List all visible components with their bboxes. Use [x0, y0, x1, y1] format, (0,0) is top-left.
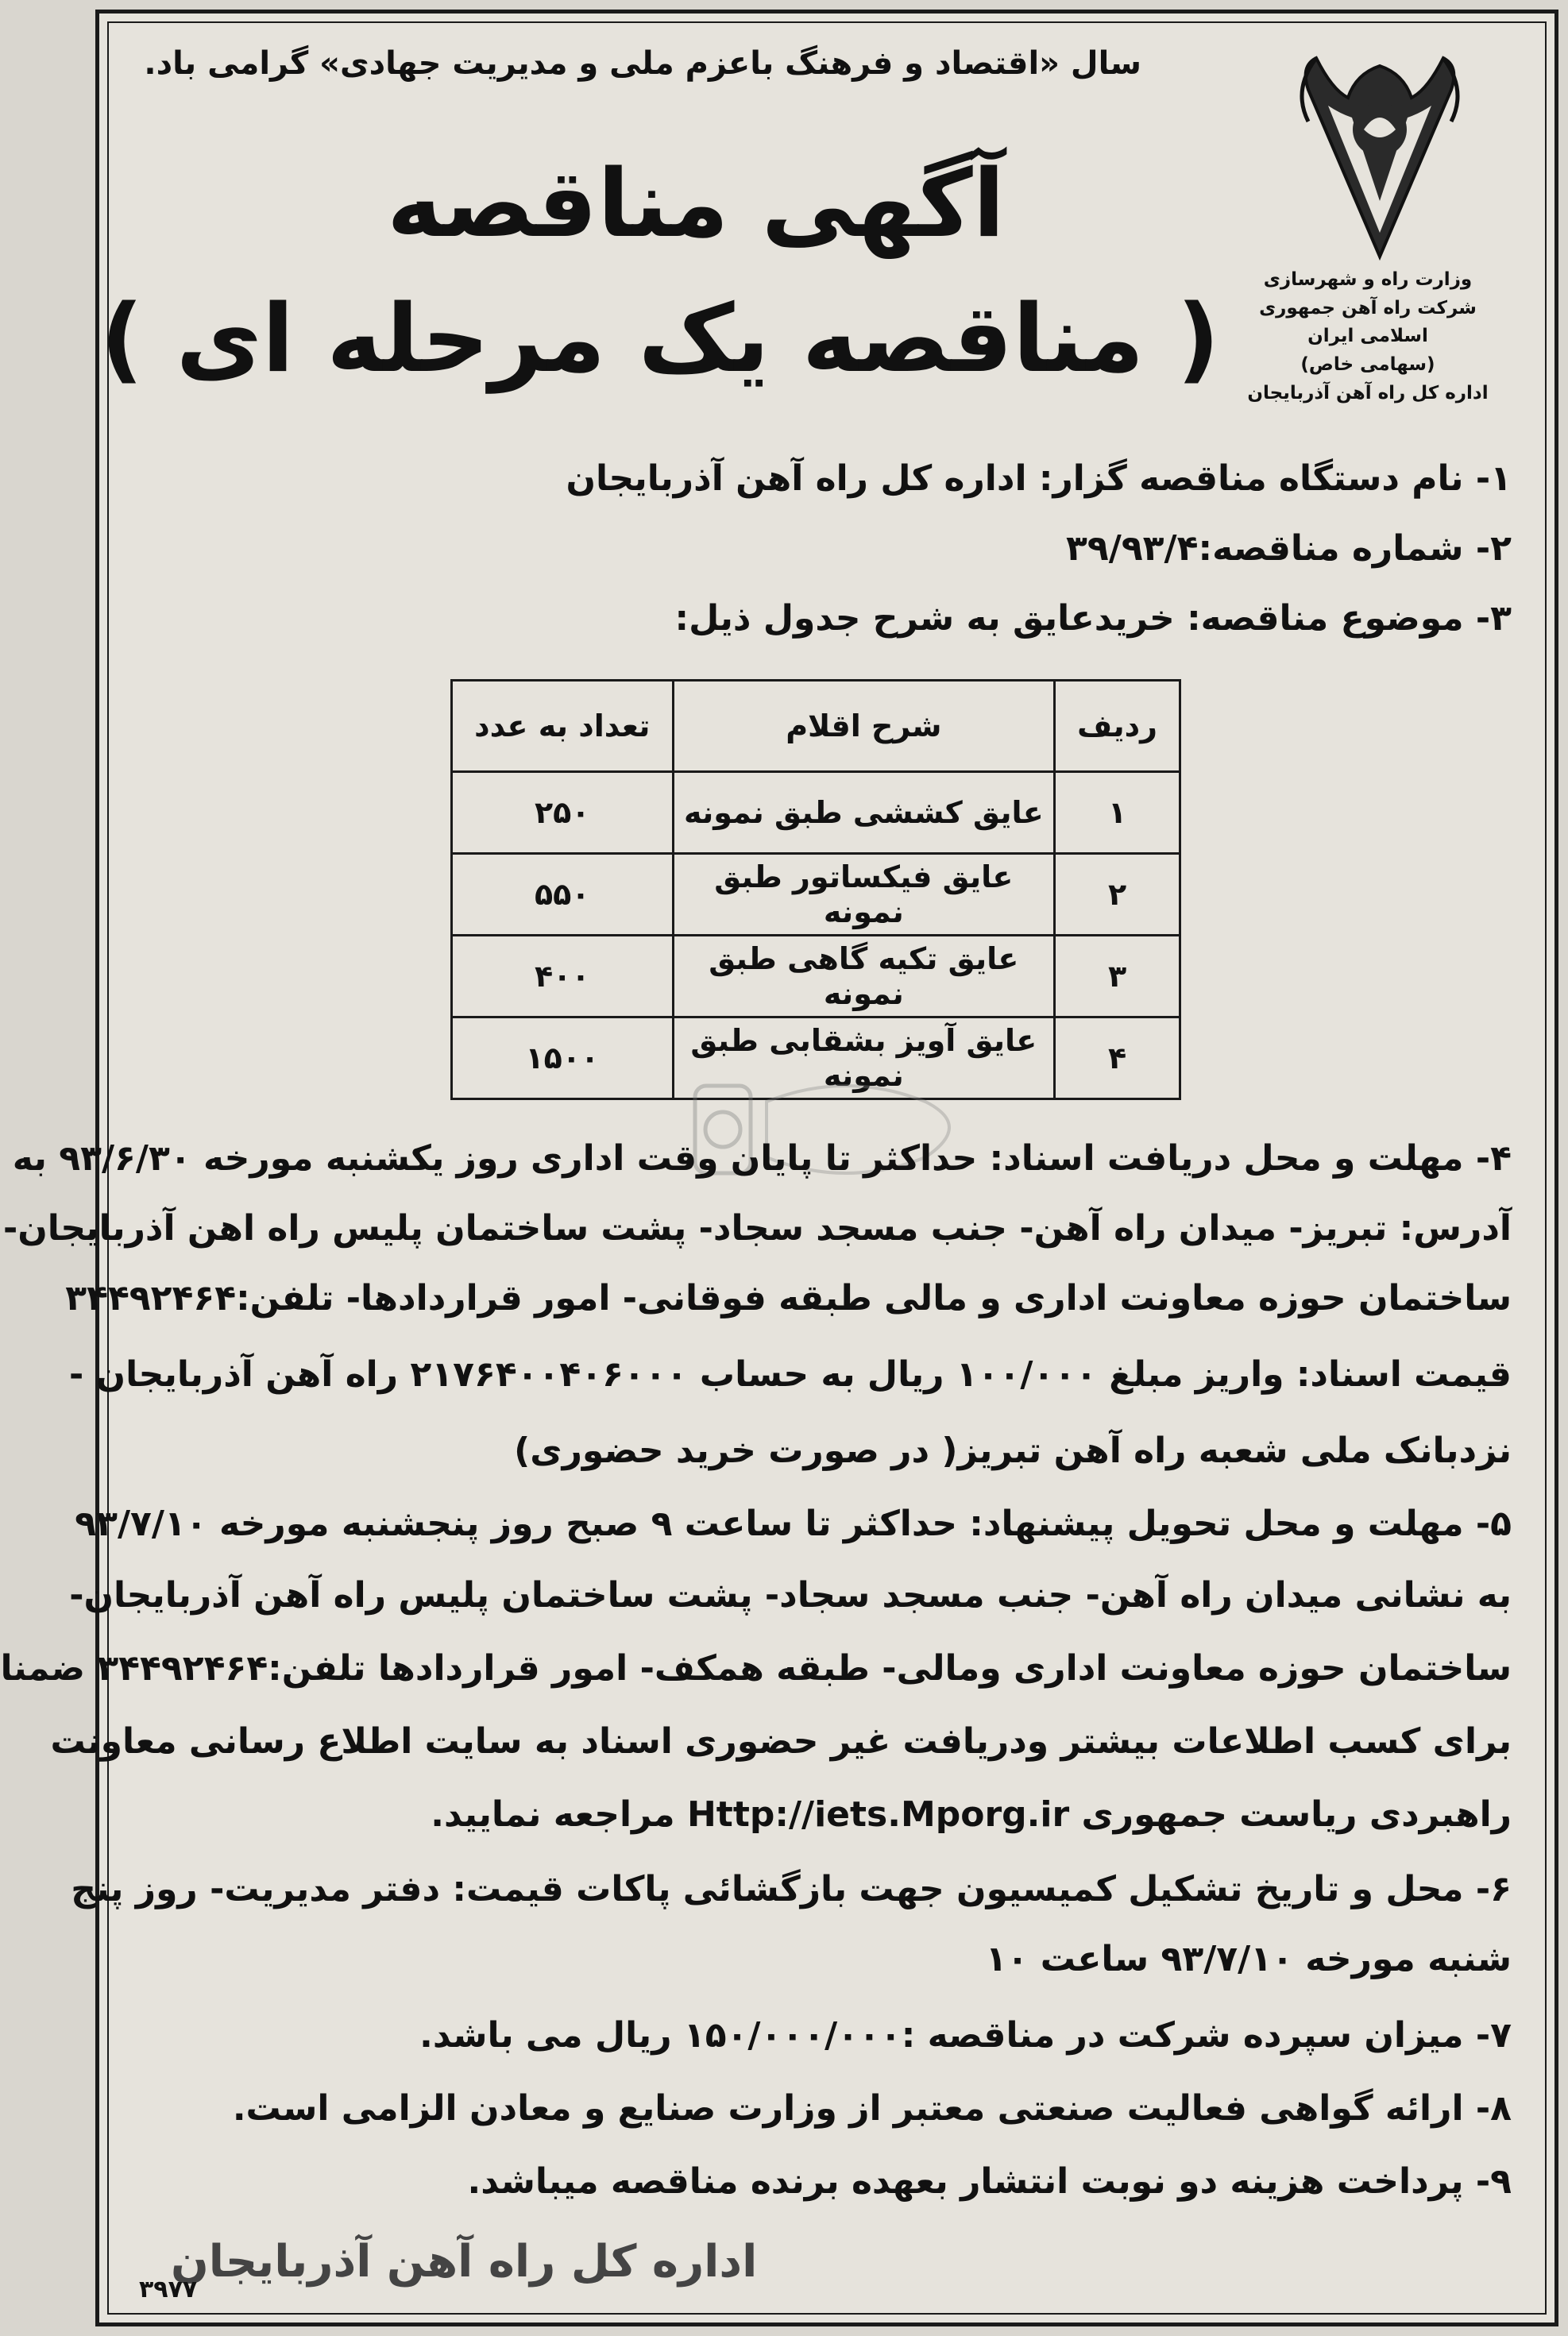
section6-line: شنبه مورخه ۹۳/۷/۱۰ ساعت ۱۰: [985, 1939, 1512, 1979]
table-row: [452, 854, 1180, 936]
section4-line: آدرس: تبریز- میدان راه آهن- جنب مسجد سجاد- پشت ساختمان پلیس راه اهن آذربایجان-: [2, 1208, 1512, 1249]
cell-row-number: ۴: [1055, 1017, 1180, 1099]
item-tenderer: ۱- نام دستگاه مناقصه گزار: اداره کل راه آهن آذربایجان: [566, 458, 1512, 499]
section6-line: ۶- محل و تاریخ تشکیل کمیسیون جهت بازگشائی پاکات قیمت: دفتر مدیریت- روز پنج: [71, 1869, 1512, 1909]
header-quantity: تعداد به عدد: [452, 681, 674, 772]
table-row: [452, 936, 1180, 1017]
section9: ۹- پرداخت هزینه دو نوبت انتشار بعهده برنده مناقصه میباشد.: [467, 2161, 1512, 2202]
notice-subtitle: ( مناقصه یک مرحله ای ): [100, 284, 1220, 393]
items-table: [450, 679, 1181, 1100]
cell-row-number: ۱: [1055, 772, 1180, 854]
year-slogan: سال «اقتصاد و فرهنگ باعزم ملی و مدیریت جهادی» گرامی باد.: [144, 45, 1141, 82]
section8: ۸- ارائه گواهی فعالیت صنعتی معتبر از وزارت صنایع و معادن الزامی است.: [232, 2088, 1512, 2129]
section5-line: به نشانی میدان راه آهن- جنب مسجد سجاد- پشت ساختمان پلیس راه آهن آذربایجان-: [69, 1575, 1512, 1616]
notice-title: آگهی مناقصه: [386, 149, 1006, 258]
cell-description: عایق آویز بشقابی طبق نمونه: [673, 1017, 1055, 1099]
org-line: وزارت راه و شهرسازی: [1263, 269, 1473, 290]
section7: ۷- میزان سپرده شرکت در مناقصه :۱۵۰/۰۰۰/۰۰۰ ریال می باشد.: [419, 2015, 1512, 2056]
item-tender-number: ۲- شماره مناقصه:۳۹/۹۳/۴: [1066, 528, 1512, 569]
cell-quantity: ۲۵۰: [452, 772, 674, 854]
header-description: شرح اقلام: [673, 681, 1055, 772]
page-number: ۳۹۷۷: [139, 2276, 198, 2303]
cell-description: عایق تکیه گاهی طبق نمونه: [673, 936, 1055, 1017]
section4-line: ۴- مهلت و محل دریافت اسناد: حداکثر تا پایان وقت اداری روز یکشنبه مورخه ۹۳/۶/۳۰ به: [12, 1138, 1512, 1179]
section4-line: قیمت اسناد: واریز مبلغ ۱۰۰/۰۰۰ ریال به حساب ۲۱۷۶۴۰۰۴۰۶۰۰۰ راه آهن آذربایجان -: [68, 1354, 1512, 1395]
cell-quantity: ۵۵۰: [452, 854, 674, 936]
section5-line: ۵- مهلت و محل تحویل پیشنهاد: حداکثر تا ساعت ۹ صبح روز پنجشنبه مورخه ۹۳/۷/۱۰: [75, 1504, 1512, 1544]
org-line: شرکت راه آهن جمهوری اسلامی ایران: [1259, 297, 1477, 347]
header-row-number: ردیف: [1055, 681, 1180, 772]
cell-row-number: ۲: [1055, 854, 1180, 936]
notice-frame: [0, 10, 1558, 2326]
section5-line: ساختمان حوزه معاونت اداری ومالی- طبقه همکف- امور قراردادها تلفن:۳۴۴۹۲۴۶۴ ضمنا: [0, 1648, 1512, 1689]
cell-description: عایق فیکساتور طبق نمونه: [673, 854, 1055, 936]
table-header-row: [452, 681, 1180, 772]
footer-signature: اداره کل راه آهن آذربایجان: [171, 2236, 758, 2288]
section4-line: ساختمان حوزه معاونت اداری و مالی طبقه فوقانی- امور قراردادها- تلفن:۳۴۴۹۲۴۶۴: [65, 1278, 1512, 1319]
cell-row-number: ۳: [1055, 936, 1180, 1017]
section4-line: نزدبانک ملی شعبه راه آهن تبریز( در صورت خرید حضوری): [514, 1431, 1512, 1471]
org-line: (سهامی خاص): [1300, 353, 1435, 375]
item-subject: ۳- موضوع مناقصه: خریدعایق به شرح جدول ذیل:: [674, 598, 1512, 639]
cell-description: عایق کششی طبق نمونه: [673, 772, 1055, 854]
cell-quantity: ۴۰۰: [452, 936, 674, 1017]
section5-line: برای کسب اطلاعات بیشتر ودریافت غیر حضوری اسناد به سایت اطلاع رسانی معاونت: [50, 1721, 1512, 1762]
cell-quantity: ۱۵۰۰: [452, 1017, 674, 1099]
section5-line: راهبردی ریاست جمهوری Http://iets.Mporg.ir مراجعه نمایید.: [431, 1794, 1512, 1835]
org-line: اداره کل راه آهن آذربایجان: [1247, 382, 1489, 403]
table-row: [452, 772, 1180, 854]
